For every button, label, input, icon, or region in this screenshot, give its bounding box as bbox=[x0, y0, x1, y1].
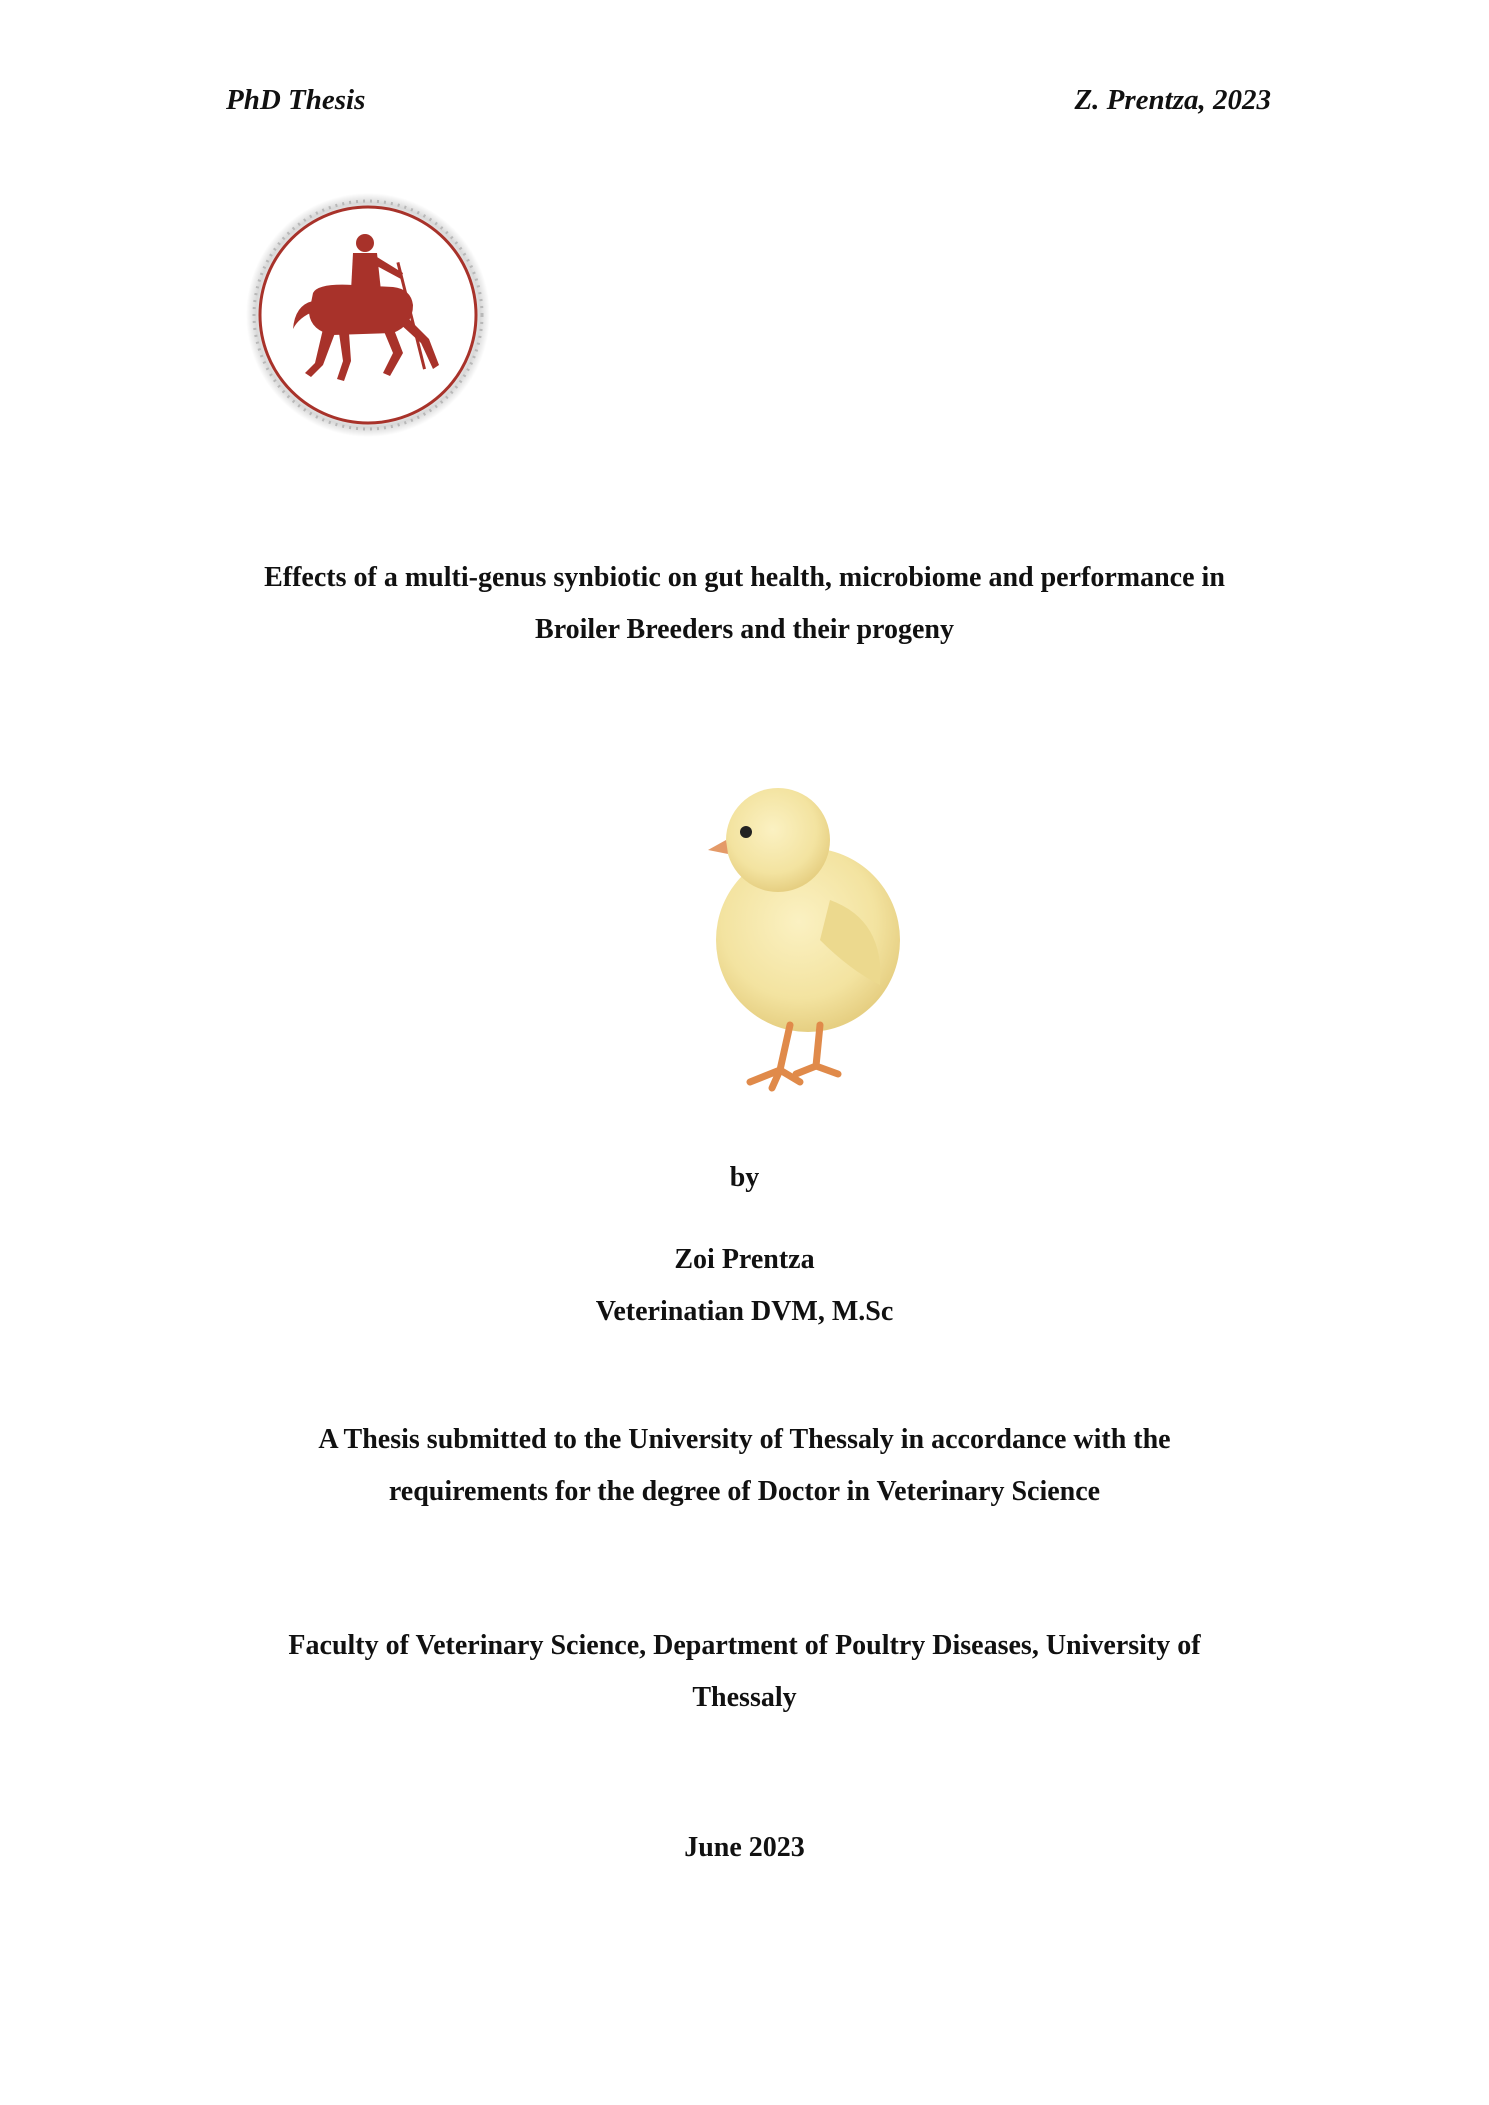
submission-line-1: A Thesis submitted to the University of Thessaly in accordance with the bbox=[318, 1424, 1171, 1455]
submission-statement bbox=[200, 1414, 1289, 1518]
chick-image bbox=[680, 770, 930, 1110]
affiliation bbox=[200, 1620, 1289, 1724]
header-left-label: PhD Thesis bbox=[226, 84, 366, 116]
thesis-title-line-1: Effects of a multi-genus synbiotic on gut health, microbiome and performance in bbox=[264, 562, 1225, 593]
author-name: Zoi Prentza bbox=[674, 1244, 815, 1275]
thesis-title bbox=[200, 552, 1289, 656]
university-logo bbox=[243, 193, 493, 438]
submission-date: June 2023 bbox=[684, 1832, 805, 1863]
author-credentials: Veterinatian DVM, M.Sc bbox=[595, 1296, 894, 1327]
affiliation-line-2: Thessaly bbox=[692, 1682, 797, 1713]
thesis-title-line-2: Broiler Breeders and their progeny bbox=[535, 614, 954, 645]
header-right-label: Z. Prentza, 2023 bbox=[1074, 84, 1271, 116]
submission-line-2: requirements for the degree of Doctor in Veterinary Science bbox=[388, 1476, 1101, 1507]
affiliation-line-1: Faculty of Veterinary Science, Department of Poultry Diseases, University of bbox=[288, 1630, 1201, 1661]
author-block bbox=[200, 1234, 1289, 1338]
by-label: by bbox=[729, 1162, 760, 1193]
